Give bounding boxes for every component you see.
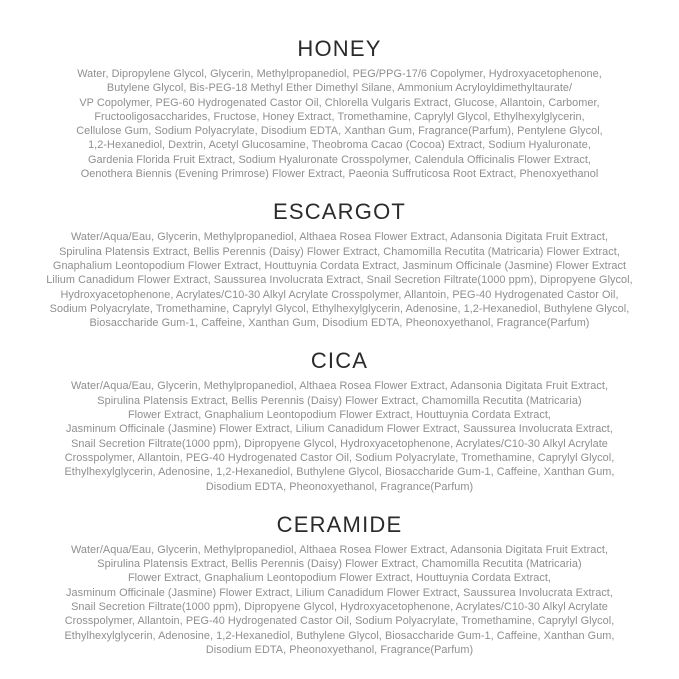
ingredient-line: Spirulina Platensis Extract, Bellis Perennis (Daisy) Flower Extract, Chamomilla Recutita (Matricaria) <box>97 558 582 571</box>
section-title: HONEY <box>297 36 382 61</box>
ingredient-lines <box>10 379 669 493</box>
ingredient-line: Disodium EDTA, Pheonoxyethanol, Fragrance(Parfum) <box>205 480 474 493</box>
ingredient-line: Gnaphalium Leontopodium Flower Extract, Houttuynia Cordata Extract, Jasminum Officinale (Jasmine) Flower Extract <box>52 259 627 272</box>
ingredient-line: Flower Extract, Gnaphalium Leontopodium Flower Extract, Houttuynia Cordata Extract, <box>127 409 552 422</box>
ingredient-section <box>10 199 669 330</box>
ingredient-line: Lilium Canadidum Flower Extract, Saussurea Involucrata Extract, Snail Secretion Filtrate(1000 ppm), Dipropyene Glycol, <box>46 274 633 287</box>
ingredient-line: Jasminum Officinale (Jasmine) Flower Extract, Lilium Canadidum Flower Extract, Saussurea Involucrata Extract, <box>66 586 613 599</box>
ingredient-line: Water/Aqua/Eau, Glycerin, Methylpropanediol, Althaea Rosea Flower Extract, Adansonia Digitata Fruit Extract, <box>70 380 609 393</box>
ingredient-line: Spirulina Platensis Extract, Bellis Perennis (Daisy) Flower Extract, Chamomilla Recutita (Matricaria) Flower Extract, <box>59 245 620 258</box>
ingredient-line: Spirulina Platensis Extract, Bellis Perennis (Daisy) Flower Extract, Chamomilla Recutita (Matricaria) <box>97 394 582 407</box>
ingredient-line: Cellulose Gum, Sodium Polyacrylate, Disodium EDTA, Xanthan Gum, Fragrance(Parfum), Pentylene Glycol, <box>76 125 603 138</box>
ingredient-line: 1,2-Hexanediol, Dextrin, Acetyl Glucosamine, Theobroma Cacao (Cocoa) Extract, Sodium Hyaluronate, <box>88 139 591 152</box>
ingredient-line: Flower Extract, Gnaphalium Leontopodium Flower Extract, Houttuynia Cordata Extract, <box>127 572 552 585</box>
ingredient-line: Water/Aqua/Eau, Glycerin, Methylpropanediol, Althaea Rosea Flower Extract, Adansonia Digitata Fruit Extract, <box>70 231 609 244</box>
ingredient-section <box>10 512 669 657</box>
ingredient-line: Ethylhexylglycerin, Adenosine, 1,2-Hexanediol, Buthylene Glycol, Biosaccharide Gum-1, Caffeine, Xanthan Gum, <box>64 629 615 642</box>
ingredient-line: Hydroxyacetophenone, Acrylates/C10-30 Alkyl Acrylate Crosspolymer, Allantoin, PEG-40 Hydrogenated Castor Oil, <box>60 288 619 301</box>
ingredient-line: Sodium Polyacrylate, Tromethamine, Caprylyl Glycol, Ethylhexylglycerin, Adenosine, 1,2-Hexanediol, Buthylene Glycol, <box>49 302 630 315</box>
ingredient-line: Jasminum Officinale (Jasmine) Flower Extract, Lilium Canadidum Flower Extract, Saussurea Involucrata Extract, <box>66 423 613 436</box>
ingredient-line: Water/Aqua/Eau, Glycerin, Methylpropanediol, Althaea Rosea Flower Extract, Adansonia Digitata Fruit Extract, <box>70 543 609 556</box>
ingredient-line: Snail Secretion Filtrate(1000 ppm), Dipropyene Glycol, Hydroxyacetophenone, Acrylates/C10-30 Alkyl Acrylate <box>71 601 608 614</box>
ingredient-line: Gardenia Florida Fruit Extract, Sodium Hyaluronate Crosspolymer, Calendula Officinalis Flower Extract, <box>87 153 592 166</box>
ingredient-line: Disodium EDTA, Pheonoxyethanol, Fragrance(Parfum) <box>205 643 474 656</box>
ingredient-line: Oenothera Biennis (Evening Primrose) Flower Extract, Paeonia Suffruticosa Root Extract, Phenoxyethanol <box>80 168 599 181</box>
ingredient-line: Butylene Glycol, Bis-PEG-18 Methyl Ether Dimethyl Silane, Ammonium Acryloyldimethyltaurate/ <box>106 82 573 95</box>
ingredient-lines <box>10 543 669 657</box>
ingredient-line: Crosspolymer, Allantoin, PEG-40 Hydrogenated Castor Oil, Sodium Polyacrylate, Tromethamine, Caprylyl Glycol, <box>64 615 615 628</box>
ingredient-line: Water, Dipropylene Glycol, Glycerin, Methylpropanediol, PEG/PPG-17/6 Copolymer, Hydroxyacetophenone, <box>77 68 602 80</box>
ingredient-line: Ethylhexylglycerin, Adenosine, 1,2-Hexanediol, Buthylene Glycol, Biosaccharide Gum-1, Caffeine, Xanthan Gum, <box>64 466 615 479</box>
section-title: CICA <box>310 348 369 374</box>
ingredient-lines <box>10 67 669 181</box>
ingredient-line: Fructooligosaccharides, Fructose, Honey Extract, Tromethamine, Caprylyl Glycol, Ethylhexylglycerin, <box>94 110 585 123</box>
ingredient-lines <box>10 230 669 330</box>
ingredient-line: VP Copolymer, PEG-60 Hydrogenated Castor Oil, Chlorella Vulgaris Extract, Glucose, Allantoin, Carbomer, <box>79 96 600 109</box>
ingredient-line: Crosspolymer, Allantoin, PEG-40 Hydrogenated Castor Oil, Sodium Polyacrylate, Tromethamine, Caprylyl Glycol, <box>64 451 615 464</box>
ingredient-line: Biosaccharide Gum-1, Caffeine, Xanthan Gum, Disodium EDTA, Pheonoxyethanol, Fragrance(Parfum) <box>89 317 590 330</box>
ingredient-section <box>10 348 669 493</box>
section-title: CERAMIDE <box>276 511 403 537</box>
section-title: ESCARGOT <box>272 199 407 225</box>
ingredient-line: Snail Secretion Filtrate(1000 ppm), Dipropyene Glycol, Hydroxyacetophenone, Acrylates/C10-30 Alkyl Acrylate <box>71 437 608 450</box>
ingredient-section <box>10 36 669 181</box>
